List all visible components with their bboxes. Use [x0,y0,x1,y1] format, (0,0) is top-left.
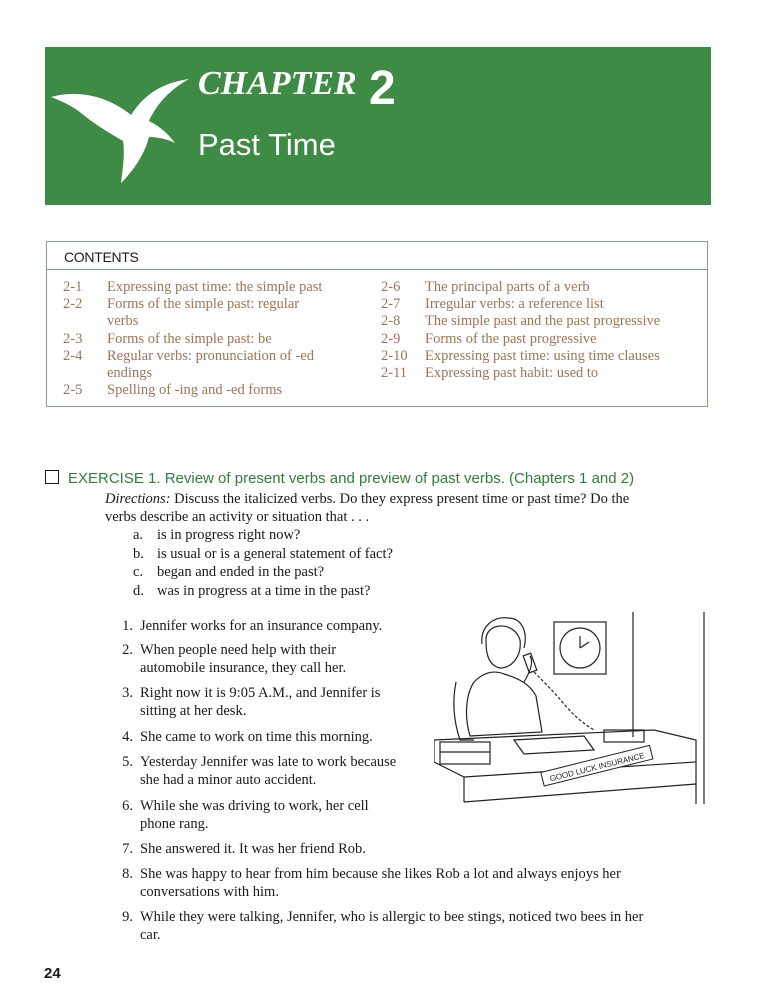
swallow-bird-icon [49,75,199,185]
contents-entry: 2-9 Forms of the past progressive [381,330,597,347]
list-item: 1. Jennifer works for an insurance company. [122,618,383,634]
contents-entry: 2-4 Regular verbs: pronunciation of -ed endings [63,347,314,382]
contents-entry: 2-2 Forms of the simple past: regular verbs [63,296,300,330]
list-item: 5. Yesterday Jennifer was late to work because she had a minor auto accident. [122,754,397,788]
exercise-checkbox[interactable] [45,470,59,484]
list-item: 8. She was happy to hear from him because she likes Rob a lot and always enjoys her conversations with him. [122,866,621,900]
chapter-banner [45,47,711,205]
contents-entry: 2-8 The simple past and the past progressive [381,313,661,330]
chapter-title: Past Time [198,127,336,162]
office-illustration [434,612,709,812]
contents-entry: 2-3 Forms of the simple past: be [63,330,272,347]
exercise-title: EXERCISE 1. Review of present verbs and preview of past verbs. (Chapters 1 and 2) [68,470,635,487]
contents-left-column [63,279,363,399]
options-list [133,526,393,600]
list-item: 4. She came to work on time this morning. [122,729,373,745]
option-item: c. began and ended in the past? [133,564,325,581]
chapter-number: 2 [369,62,396,115]
contents-entry: 2-6 The principal parts of a verb [381,279,590,295]
contents-box [46,241,708,407]
contents-right-column [381,279,701,382]
exercise-heading [45,470,634,487]
chapter-label: CHAPTER [198,65,357,102]
contents-entry: 2-5 Spelling of -ing and -ed forms [63,382,283,399]
contents-heading: CONTENTS [47,242,707,270]
list-item: 2. When people need help with their automobile insurance, they call her. [122,642,347,676]
exercise-directions: Directions: Discuss the italicized verbs. Do they express present time or past time? Do the verbs describe an activity or situation that . . . [105,491,630,525]
option-item: d. was in progress at a time in the past? [133,582,371,599]
contents-entry: 2-7 Irregular verbs: a reference list [381,296,604,313]
contents-entry: 2-11 Expressing past habit: used to [381,365,599,382]
list-item: 7. She answered it. It was her friend Rob. [122,841,366,857]
sign-text: GOOD LUCK INSURANCE [548,751,646,784]
contents-entry: 2-10 Expressing past time: using time clauses [381,347,660,364]
contents-entry: 2-1 Expressing past time: the simple past [63,279,323,295]
page-number: 24 [44,965,61,982]
option-item: a. is in progress right now? [133,527,301,543]
list-item: 3. Right now it is 9:05 A.M., and Jennifer is sitting at her desk. [122,685,381,719]
list-item: 9. While they were talking, Jennifer, who is allergic to bee stings, noticed two bees in her car. [122,909,644,943]
option-item: b. is usual or is a general statement of fact? [133,545,393,562]
list-item: 6. While she was driving to work, her cell phone rang. [122,798,369,832]
